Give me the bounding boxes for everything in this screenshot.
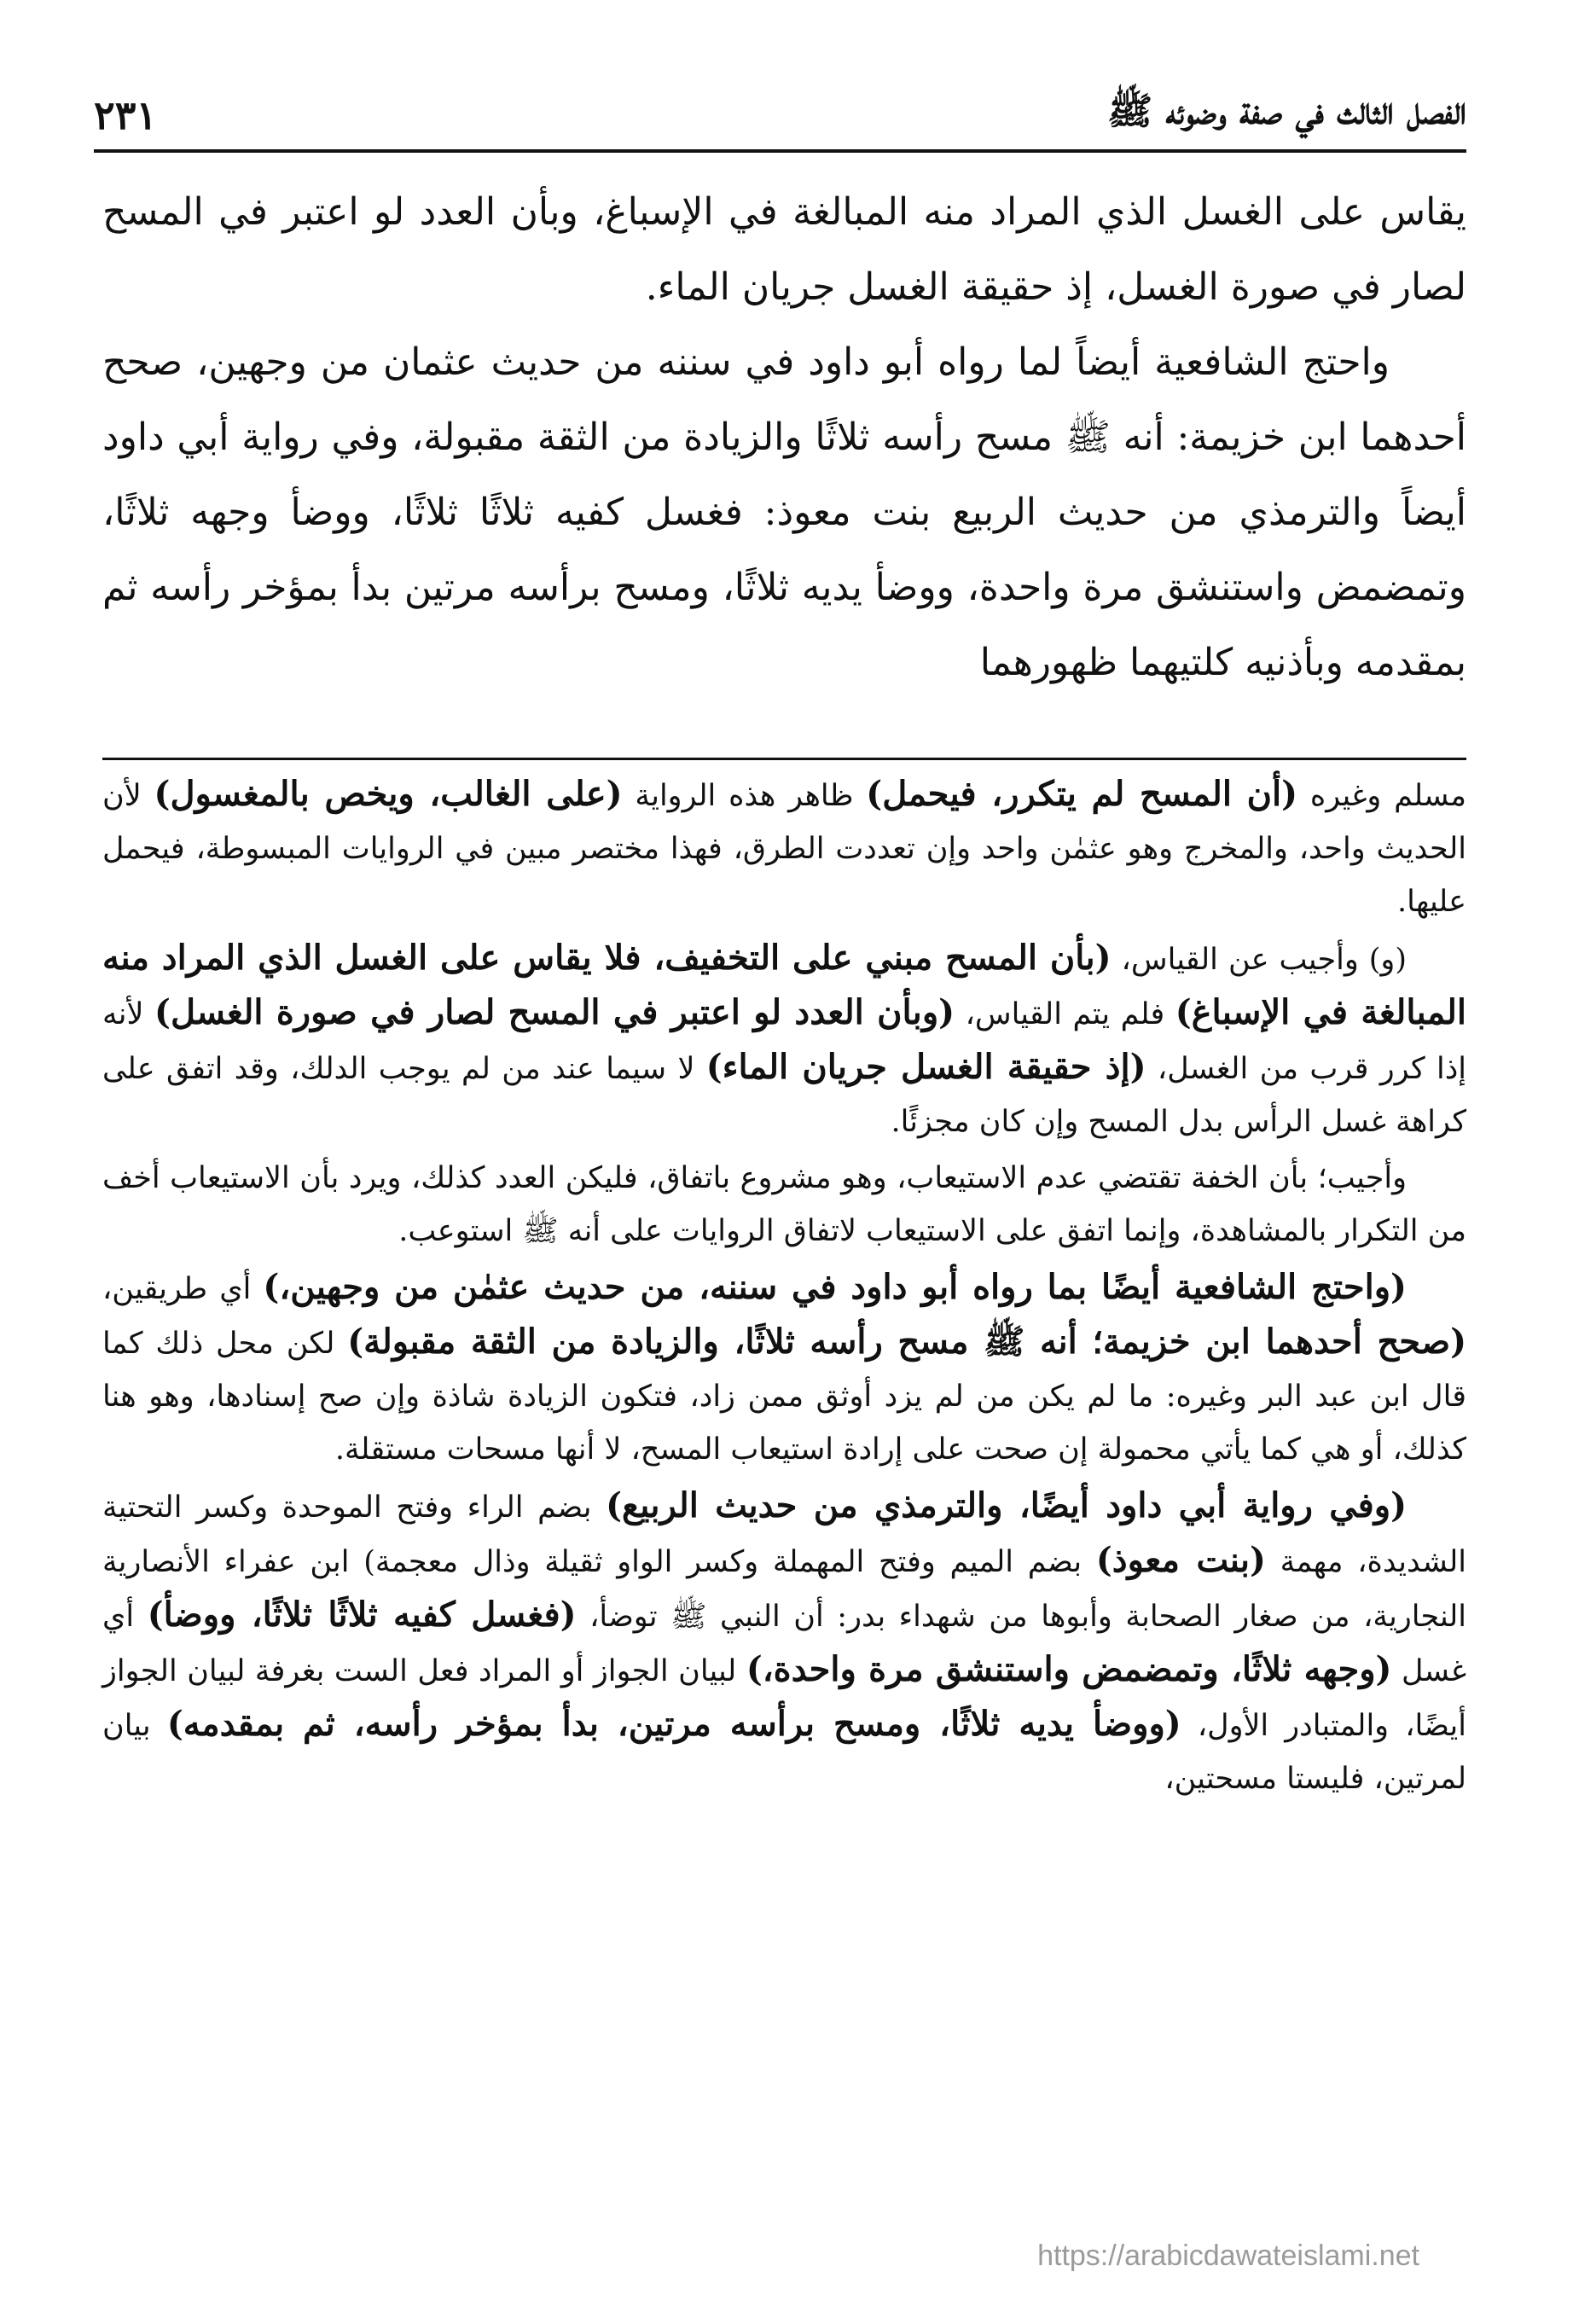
commentary-text	[102, 768, 1466, 1809]
commentary-paragraph-1: مسلم وغيره (أن المسح لم يتكرر، فيحمل) ظاهر هذه الرواية (على الغالب، ويخص بالمغسول) لأن الحديث واحد، والمخرج وهو عثمٰن واحد وإن تعددت الطرق، فهذا مختصر مبين في الروايات المبسوطة، فيحمل عليها.	[102, 774, 1466, 919]
commentary-paragraph-2: (و) وأجيب عن القياس، (بأن المسح مبني على التخفيف، فلا يقاس على الغسل الذي المراد منه المبالغة في الإسباغ) فلم يتم القياس، (وبأن العدد لو اعتبر في المسح لصار في صورة الغسل) لأنه إذا كرر قرب من الغسل، (إذ حقيقة الغسل جريان الماء) لا سيما عند من لم يوجب الدلك، وقد اتفق على كراهة غسل الرأس بدل المسح وإن كان مجزئًا.	[102, 938, 1467, 1139]
website-watermark: https://arabicdawateislami.net	[1037, 2240, 1419, 2272]
commentary-paragraph-4: (واحتج الشافعية أيضًا بما رواه أبو داود في سننه، من حديث عثمٰن من وجهين،) أي طريقين، (صحح أحدهما ابن خزيمة؛ أنه ﷺ مسح رأسه ثلاثًا، والزيادة من الثقة مقبولة) لكن محل ذلك كما قال ابن عبد البر وغيره: ما لم يكن من لم يزد أوثق ممن زاد، فتكون الزيادة شاذة وإن صح إسنادها، وهو هنا كذلك، أو هي كما يأتي محمولة إن صحت على إرادة استيعاب المسح، لا أنها مسحات مستقلة.	[102, 1267, 1466, 1467]
page-number: ٢٣١	[94, 92, 158, 138]
page-header	[94, 81, 1466, 153]
footnote-separator	[102, 758, 1466, 760]
chapter-title: الفصل الثالث في صفة وضوئه ﷺ	[1107, 90, 1466, 133]
commentary-paragraph-5: (وفي رواية أبي داود أيضًا، والترمذي من حديث الربيع) بضم الراء وفتح الموحدة وكسر التحتية الشديدة، مهمة (بنت معوذ) بضم الميم وفتح المهملة وكسر الواو ثقيلة وذال معجمة) ابن عفراء الأنصارية النجارية، من صغار الصحابة وأبوها من شهداء بدر: أن النبي ﷺ توضأ، (فغسل كفيه ثلاثًا ثلاثًا، ووضأ) أي غسل (وجهه ثلاثًا، وتمضمض واستنشق مرة واحدة،) لبيان الجواز أو المراد فعل الست بغرفة لبيان الجواز أيضًا، والمتبادر الأول، (ووضأ يديه ثلاثًا، ومسح برأسه مرتين، بدأ بمؤخر رأسه، ثم بمقدمه) بيان لمرتين، فليستا مسحتين،	[102, 1485, 1467, 1796]
commentary-paragraph-3: وأجيب؛ بأن الخفة تقتضي عدم الاستيعاب، وهو مشروع باتفاق، فليكن العدد كذلك، ويرد بأن الاستيعاب أخف من التكرار بالمشاهدة، وإنما اتفق على الاستيعاب لاتفاق الروايات على أنه ﷺ استوعب.	[102, 1161, 1466, 1248]
main-text	[102, 175, 1466, 700]
main-paragraph-2: واحتج الشافعية أيضاً لما رواه أبو داود في سننه من حديث عثمان من وجهين، صحح أحدهما ابن خزيمة: أنه ﷺ مسح رأسه ثلاثًا والزيادة من الثقة مقبولة، وفي رواية أبي داود أيضاً والترمذي من حديث الربيع بنت معوذ: فغسل كفيه ثلاثًا ثلاثًا، ووضأ وجهه ثلاثًا، وتمضمض واستنشق مرة واحدة، ووضأ يديه ثلاثًا، ومسح برأسه مرتين بدأ بمؤخر رأسه ثم بمقدمه وبأذنيه كلتيهما ظهورهما	[102, 340, 1466, 684]
main-paragraph-1: يقاس على الغسل الذي المراد منه المبالغة في الإسباغ، وبأن العدد لو اعتبر في المسح لصار في صورة الغسل، إذ حقيقة الغسل جريان الماء.	[102, 190, 1466, 309]
